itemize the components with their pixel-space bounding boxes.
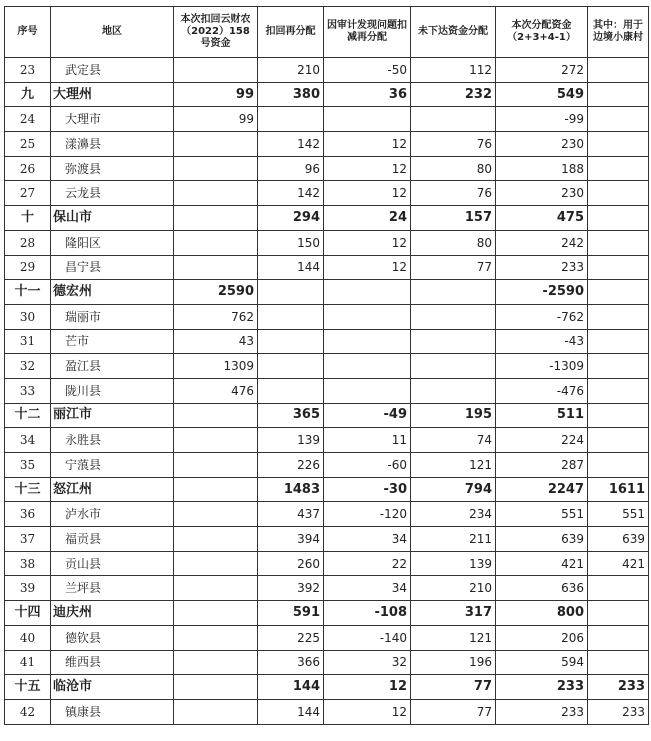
cell-current-allocation: 230 [496,132,588,157]
cell-current-allocation: 233 [496,675,588,700]
cell-seq: 31 [5,329,51,354]
cell-current-allocation: 636 [496,576,588,601]
cell-withdraw-redistribute: 225 [258,625,324,650]
cell-seq: 42 [5,699,51,724]
cell-withdraw-redistribute [258,280,324,305]
table-row [5,625,649,650]
cell-unissued-allocation [411,304,496,329]
cell-region: 维西县 [51,650,174,675]
cell-seq: 40 [5,625,51,650]
cell-withdraw-redistribute [258,107,324,132]
cell-current-allocation: 421 [496,551,588,576]
header-region: 地区 [51,7,174,58]
cell-seq: 29 [5,255,51,280]
cell-seq: 23 [5,58,51,83]
cell-seq: 十四 [5,601,51,626]
group-row [5,675,649,700]
cell-withdraw-redistribute: 294 [258,206,324,231]
cell-current-allocation: 242 [496,230,588,255]
table-row [5,329,649,354]
cell-audit-deduction: 32 [324,650,411,675]
cell-region: 陇川县 [51,378,174,403]
cell-region: 隆阳区 [51,230,174,255]
cell-region: 镇康县 [51,699,174,724]
cell-current-allocation: 233 [496,699,588,724]
cell-current-allocation: 639 [496,527,588,552]
cell-withdrawn-funds: 1309 [174,354,258,379]
cell-seq: 41 [5,650,51,675]
cell-border-villages [588,329,649,354]
cell-seq: 十二 [5,403,51,428]
cell-withdraw-redistribute: 1483 [258,477,324,502]
cell-region: 德钦县 [51,625,174,650]
cell-unissued-allocation: 195 [411,403,496,428]
cell-withdrawn-funds [174,428,258,453]
cell-audit-deduction: 12 [324,132,411,157]
cell-region: 保山市 [51,206,174,231]
cell-current-allocation: -2590 [496,280,588,305]
cell-audit-deduction: 34 [324,527,411,552]
cell-region: 弥渡县 [51,156,174,181]
cell-unissued-allocation [411,280,496,305]
cell-withdraw-redistribute: 210 [258,58,324,83]
cell-withdraw-redistribute: 392 [258,576,324,601]
cell-current-allocation: 511 [496,403,588,428]
cell-current-allocation: 287 [496,453,588,478]
cell-withdraw-redistribute: 380 [258,82,324,107]
cell-seq: 37 [5,527,51,552]
cell-border-villages [588,453,649,478]
cell-unissued-allocation: 234 [411,502,496,527]
cell-border-villages [588,304,649,329]
cell-withdraw-redistribute: 142 [258,132,324,157]
cell-region: 临沧市 [51,675,174,700]
cell-unissued-allocation: 139 [411,551,496,576]
cell-unissued-allocation: 80 [411,230,496,255]
cell-border-villages: 233 [588,699,649,724]
cell-withdrawn-funds [174,527,258,552]
cell-region: 大理州 [51,82,174,107]
header-unissued-allocation: 未下达资金分配 [411,7,496,58]
cell-unissued-allocation: 210 [411,576,496,601]
cell-withdrawn-funds [174,477,258,502]
cell-unissued-allocation: 76 [411,181,496,206]
cell-unissued-allocation: 77 [411,255,496,280]
cell-withdraw-redistribute [258,354,324,379]
cell-unissued-allocation: 157 [411,206,496,231]
cell-seq: 十 [5,206,51,231]
cell-withdraw-redistribute: 150 [258,230,324,255]
cell-withdraw-redistribute: 394 [258,527,324,552]
cell-withdrawn-funds: 99 [174,107,258,132]
cell-audit-deduction: -120 [324,502,411,527]
cell-border-villages [588,576,649,601]
cell-seq: 十五 [5,675,51,700]
cell-withdrawn-funds [174,132,258,157]
cell-audit-deduction: 12 [324,675,411,700]
cell-seq: 38 [5,551,51,576]
cell-unissued-allocation: 112 [411,58,496,83]
cell-region: 福贡县 [51,527,174,552]
cell-withdraw-redistribute: 96 [258,156,324,181]
cell-border-villages [588,403,649,428]
cell-region: 盈江县 [51,354,174,379]
header-withdrawn-funds: 本次扣回云财农（2022）158号资金 [174,7,258,58]
table-row [5,378,649,403]
header-audit-deduction: 因审计发现问题扣减再分配 [324,7,411,58]
cell-withdraw-redistribute: 437 [258,502,324,527]
cell-seq: 26 [5,156,51,181]
cell-audit-deduction: 12 [324,181,411,206]
cell-withdraw-redistribute [258,304,324,329]
table-row [5,502,649,527]
cell-current-allocation: 549 [496,82,588,107]
cell-region: 贡山县 [51,551,174,576]
cell-border-villages: 551 [588,502,649,527]
header-withdraw-redistribute: 扣回再分配 [258,7,324,58]
cell-audit-deduction: 34 [324,576,411,601]
cell-region: 瑞丽市 [51,304,174,329]
cell-region: 怒江州 [51,477,174,502]
table-row [5,453,649,478]
cell-unissued-allocation: 121 [411,625,496,650]
cell-border-villages [588,280,649,305]
table-row [5,650,649,675]
cell-audit-deduction: 12 [324,230,411,255]
cell-border-villages [588,82,649,107]
cell-withdrawn-funds [174,230,258,255]
table-row [5,132,649,157]
group-row [5,601,649,626]
cell-audit-deduction: 22 [324,551,411,576]
cell-region: 迪庆州 [51,601,174,626]
cell-audit-deduction: -50 [324,58,411,83]
cell-seq: 28 [5,230,51,255]
cell-withdraw-redistribute: 366 [258,650,324,675]
cell-withdrawn-funds [174,255,258,280]
group-row [5,206,649,231]
table-row [5,107,649,132]
cell-border-villages [588,354,649,379]
cell-current-allocation: -1309 [496,354,588,379]
table-row [5,156,649,181]
cell-withdrawn-funds: 43 [174,329,258,354]
cell-withdrawn-funds: 476 [174,378,258,403]
cell-current-allocation: 2247 [496,477,588,502]
cell-border-villages [588,181,649,206]
cell-withdrawn-funds [174,453,258,478]
cell-unissued-allocation: 794 [411,477,496,502]
cell-current-allocation: 594 [496,650,588,675]
cell-audit-deduction: 12 [324,699,411,724]
cell-border-villages: 1611 [588,477,649,502]
cell-current-allocation: -99 [496,107,588,132]
header-border-villages: 其中：用于边境小康村 [588,7,649,58]
cell-region: 武定县 [51,58,174,83]
cell-border-villages [588,230,649,255]
cell-withdrawn-funds [174,601,258,626]
cell-border-villages [588,378,649,403]
group-row [5,280,649,305]
cell-seq: 25 [5,132,51,157]
cell-withdraw-redistribute: 591 [258,601,324,626]
cell-border-villages [588,58,649,83]
cell-current-allocation: 475 [496,206,588,231]
cell-withdrawn-funds [174,650,258,675]
header-seq: 序号 [5,7,51,58]
cell-current-allocation: 800 [496,601,588,626]
cell-region: 宁蒗县 [51,453,174,478]
cell-audit-deduction [324,329,411,354]
cell-unissued-allocation: 232 [411,82,496,107]
cell-audit-deduction: -108 [324,601,411,626]
cell-border-villages: 233 [588,675,649,700]
cell-seq: 36 [5,502,51,527]
cell-withdrawn-funds [174,58,258,83]
cell-withdraw-redistribute [258,378,324,403]
cell-region: 泸水市 [51,502,174,527]
cell-withdrawn-funds [174,403,258,428]
cell-withdraw-redistribute: 260 [258,551,324,576]
cell-withdrawn-funds [174,699,258,724]
cell-withdrawn-funds [174,551,258,576]
cell-current-allocation: 233 [496,255,588,280]
cell-audit-deduction: 12 [324,156,411,181]
cell-audit-deduction [324,280,411,305]
cell-region: 丽江市 [51,403,174,428]
cell-seq: 24 [5,107,51,132]
cell-audit-deduction: -30 [324,477,411,502]
cell-unissued-allocation: 80 [411,156,496,181]
table-row [5,181,649,206]
cell-border-villages [588,625,649,650]
cell-region: 永胜县 [51,428,174,453]
table-header-row [5,7,649,58]
table-row [5,354,649,379]
table-row [5,699,649,724]
cell-current-allocation: 230 [496,181,588,206]
cell-seq: 33 [5,378,51,403]
table-row [5,576,649,601]
cell-current-allocation: 188 [496,156,588,181]
cell-withdraw-redistribute [258,329,324,354]
cell-region: 漾濞县 [51,132,174,157]
cell-region: 芒市 [51,329,174,354]
table-row [5,230,649,255]
cell-unissued-allocation: 121 [411,453,496,478]
cell-unissued-allocation [411,378,496,403]
cell-withdrawn-funds [174,181,258,206]
cell-unissued-allocation: 74 [411,428,496,453]
cell-audit-deduction: 11 [324,428,411,453]
cell-withdraw-redistribute: 144 [258,675,324,700]
cell-audit-deduction: -49 [324,403,411,428]
allocation-table [4,6,649,725]
cell-current-allocation: 224 [496,428,588,453]
cell-region: 云龙县 [51,181,174,206]
cell-unissued-allocation [411,354,496,379]
cell-withdrawn-funds [174,675,258,700]
cell-border-villages [588,156,649,181]
cell-withdraw-redistribute: 226 [258,453,324,478]
cell-audit-deduction: -140 [324,625,411,650]
cell-seq: 十一 [5,280,51,305]
cell-region: 德宏州 [51,280,174,305]
allocation-table-page [4,6,648,725]
cell-audit-deduction [324,354,411,379]
cell-withdraw-redistribute: 365 [258,403,324,428]
cell-withdrawn-funds [174,206,258,231]
cell-region: 昌宁县 [51,255,174,280]
group-row [5,82,649,107]
cell-withdrawn-funds: 2590 [174,280,258,305]
header-current-allocation: 本次分配资金（2+3+4-1） [496,7,588,58]
cell-region: 大理市 [51,107,174,132]
cell-seq: 30 [5,304,51,329]
cell-withdraw-redistribute: 144 [258,699,324,724]
cell-withdrawn-funds [174,156,258,181]
cell-withdraw-redistribute: 144 [258,255,324,280]
table-row [5,428,649,453]
table-row [5,527,649,552]
cell-current-allocation: 206 [496,625,588,650]
cell-border-villages [588,255,649,280]
cell-seq: 32 [5,354,51,379]
cell-unissued-allocation: 196 [411,650,496,675]
cell-unissued-allocation: 77 [411,675,496,700]
cell-region: 兰坪县 [51,576,174,601]
cell-border-villages [588,428,649,453]
cell-withdrawn-funds: 762 [174,304,258,329]
cell-seq: 九 [5,82,51,107]
cell-unissued-allocation [411,107,496,132]
cell-border-villages [588,206,649,231]
cell-unissued-allocation: 77 [411,699,496,724]
cell-withdrawn-funds: 99 [174,82,258,107]
cell-current-allocation: -43 [496,329,588,354]
cell-withdraw-redistribute: 142 [258,181,324,206]
group-row [5,477,649,502]
cell-border-villages: 639 [588,527,649,552]
cell-audit-deduction: 36 [324,82,411,107]
cell-withdrawn-funds [174,625,258,650]
cell-border-villages [588,650,649,675]
cell-current-allocation: -762 [496,304,588,329]
cell-current-allocation: 551 [496,502,588,527]
group-row [5,403,649,428]
cell-seq: 35 [5,453,51,478]
cell-audit-deduction: -60 [324,453,411,478]
cell-withdrawn-funds [174,502,258,527]
cell-unissued-allocation: 211 [411,527,496,552]
cell-withdraw-redistribute: 139 [258,428,324,453]
cell-audit-deduction: 12 [324,255,411,280]
cell-border-villages [588,132,649,157]
cell-current-allocation: -476 [496,378,588,403]
cell-seq: 39 [5,576,51,601]
cell-audit-deduction [324,378,411,403]
table-body [5,58,649,725]
cell-seq: 十三 [5,477,51,502]
cell-unissued-allocation: 76 [411,132,496,157]
cell-seq: 27 [5,181,51,206]
cell-audit-deduction [324,107,411,132]
cell-unissued-allocation: 317 [411,601,496,626]
table-row [5,304,649,329]
cell-border-villages: 421 [588,551,649,576]
cell-border-villages [588,107,649,132]
table-row [5,58,649,83]
cell-current-allocation: 272 [496,58,588,83]
cell-audit-deduction [324,304,411,329]
cell-withdrawn-funds [174,576,258,601]
table-row [5,551,649,576]
cell-unissued-allocation [411,329,496,354]
cell-audit-deduction: 24 [324,206,411,231]
table-row [5,255,649,280]
cell-seq: 34 [5,428,51,453]
cell-border-villages [588,601,649,626]
